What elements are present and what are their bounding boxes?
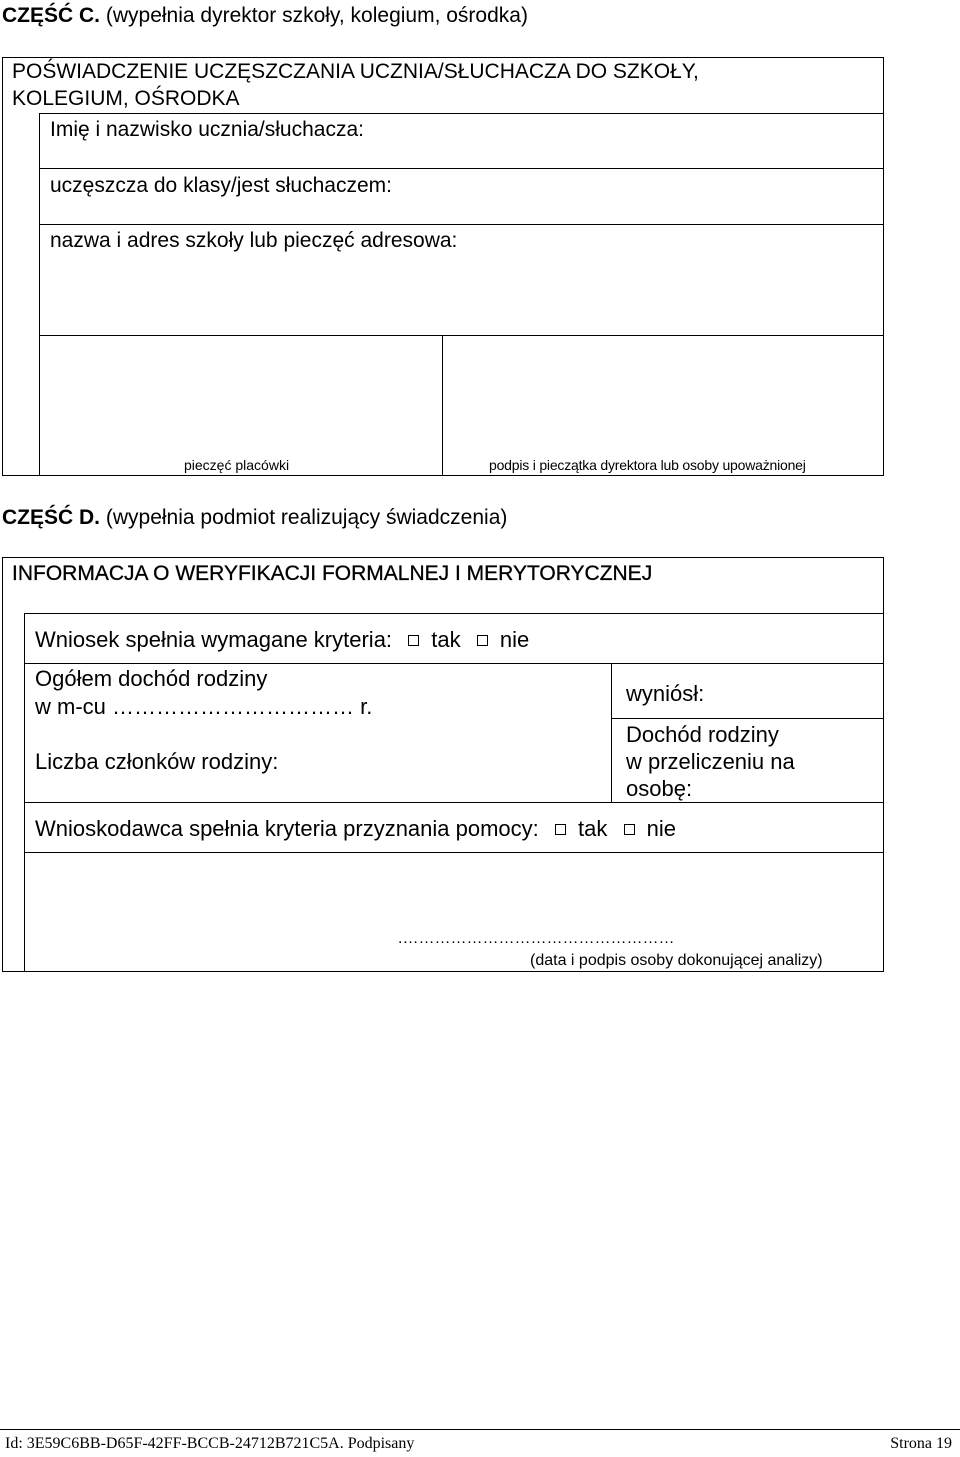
principal-signature-label: podpis i pieczątka dyrektora lub osoby upoważnionej [489, 457, 806, 473]
divider [24, 613, 25, 972]
eligibility-label: Wnioskodawca spełnia kryteria przyznania pomocy: [35, 816, 539, 841]
part-d-heading [2, 506, 507, 530]
criteria-row [35, 627, 529, 653]
page-number: Strona 19 [890, 1435, 952, 1452]
divider [24, 663, 884, 664]
total-income-label-line-2: w m-cu …………………………… r. [35, 694, 373, 719]
eligibility-yes-checkbox[interactable] [555, 824, 566, 835]
total-income-label-line-1: Ogółem dochód rodziny [35, 666, 268, 691]
eligibility-no-checkbox[interactable] [624, 824, 635, 835]
criteria-yes-label: tak [431, 627, 461, 652]
part-d-heading-label: CZĘŚĆ D. [2, 506, 101, 529]
family-count-label: Liczba członków rodziny: [35, 749, 279, 774]
divider [24, 802, 884, 803]
school-stamp-label: pieczęć placówki [184, 457, 290, 473]
class-field-label: uczęszcza do klasy/jest słuchaczem: [50, 174, 392, 197]
per-person-income-line-2: w przeliczeniu na [626, 749, 795, 774]
eligibility-no-label: nie [646, 816, 676, 841]
verification-box-title: INFORMACJA O WERYFIKACJI FORMALNEJ I MERYTORYCZNEJ [12, 562, 653, 585]
school-address-field-label: nazwa i adres szkoły lub pieczęć adresowa: [50, 229, 458, 252]
divider [24, 613, 884, 614]
document-id: Id: 3E59C6BB-D65F-42FF-BCCB-24712B721C5A. Podpisany [5, 1435, 415, 1452]
student-name-field-label: Imię i nazwisko ucznia/słuchacza: [50, 118, 364, 141]
part-d-heading-desc: (wypełnia podmiot realizujący świadczenia) [100, 506, 508, 529]
part-c-heading-label: CZĘŚĆ C. [2, 4, 101, 27]
per-person-income-line-3: osobę: [626, 776, 693, 801]
part-c-heading-desc: (wypełnia dyrektor szkoły, kolegium, ośrodka) [100, 4, 528, 27]
divider [39, 335, 884, 336]
eligibility-yes-label: tak [578, 816, 608, 841]
divider [611, 663, 612, 802]
divider [442, 335, 443, 476]
criteria-label: Wniosek spełnia wymagane kryteria: [35, 627, 393, 652]
divider [39, 113, 884, 114]
box-title-line-2: KOLEGIUM, OŚRODKA [12, 87, 240, 110]
criteria-no-checkbox[interactable] [477, 635, 488, 646]
analyst-signature-caption: (data i podpis osoby dokonującej analizy) [530, 952, 823, 969]
per-person-income-line-1: Dochód rodziny [626, 722, 779, 747]
box-title-line-1: POŚWIADCZENIE UCZĘSZCZANIA UCZNIA/SŁUCHACZA DO SZKOŁY, [12, 60, 699, 83]
divider [611, 718, 884, 719]
part-c-heading [2, 4, 528, 28]
divider [39, 168, 884, 169]
footer-divider [0, 1429, 960, 1430]
divider [39, 224, 884, 225]
criteria-no-label: nie [499, 627, 530, 652]
signature-dots: .…………………………………………… [398, 930, 675, 947]
divider [24, 852, 884, 853]
eligibility-row [35, 816, 676, 842]
amount-label: wyniósł: [626, 681, 705, 706]
criteria-yes-checkbox[interactable] [408, 635, 419, 646]
